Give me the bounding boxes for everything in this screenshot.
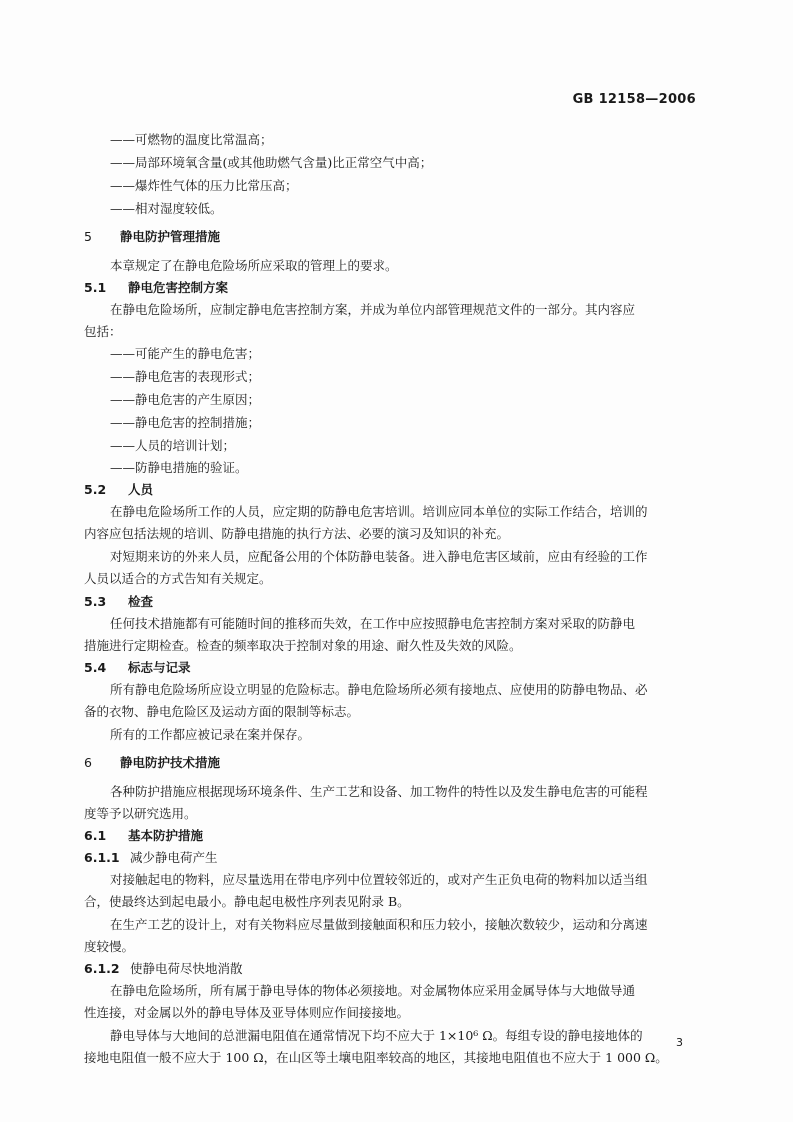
body-text-line: ——相对湿度较低。 bbox=[110, 201, 223, 216]
body-text-line: 所有的工作都应被记录在案并保存。 bbox=[110, 727, 311, 742]
body-text-line: ——爆炸性气体的压力比常压高； bbox=[110, 178, 298, 193]
section-heading bbox=[84, 660, 191, 676]
section-number: 6.1.2 bbox=[84, 961, 120, 976]
section-number: 5.3 bbox=[84, 594, 107, 609]
body-text-line: 合，使最终达到起电最小。静电起电极性序列表见附录 B。 bbox=[84, 894, 410, 909]
body-text-line: 度较慢。 bbox=[84, 939, 135, 954]
body-text-line: 本章规定了在静电危险场所应采取的管理上的要求。 bbox=[110, 258, 398, 273]
body-text-line: 在静电危险场所工作的人员，应定期的防静电危害培训。培训应同本单位的实际工作结合，培训的 bbox=[110, 504, 648, 519]
section-title: 静电防护管理措施 bbox=[120, 229, 221, 244]
section-heading bbox=[84, 755, 220, 771]
section-title: 静电防护技术措施 bbox=[120, 755, 221, 770]
body-text-line: ——人员的培训计划； bbox=[110, 438, 236, 453]
body-text-line: ——可能产生的静电危害； bbox=[110, 346, 261, 361]
section-number: 5.2 bbox=[84, 482, 107, 497]
body-text-line: 度等予以研究选用。 bbox=[84, 806, 197, 821]
body-text-line: 任何技术措施都有可能随时间的推移而失效，在工作中应按照静电危害控制方案对采取的防静电 bbox=[110, 616, 636, 631]
body-text-line: ——静电危害的产生原因； bbox=[110, 392, 261, 407]
section-title: 静电危害控制方案 bbox=[128, 280, 229, 295]
section-number: 6.1.1 bbox=[84, 850, 120, 865]
section-heading bbox=[84, 280, 228, 296]
section-title: 基本防护措施 bbox=[128, 828, 204, 843]
section-heading bbox=[84, 594, 153, 610]
body-text-line: 内容应包括法规的培训、防静电措施的执行方法、必要的演习及知识的补充。 bbox=[84, 526, 510, 541]
body-text-line: 措施进行定期检查。检查的频率取决于控制对象的用途、耐久性及失效的风险。 bbox=[84, 638, 522, 653]
section-heading bbox=[84, 229, 220, 245]
section-number: 5 bbox=[84, 229, 92, 244]
section-title: 标志与记录 bbox=[128, 660, 191, 675]
body-text-line: 对短期来访的外来人员，应配备公用的个体防静电装备。进入静电危害区域前，应由有经验的工作 bbox=[110, 549, 648, 564]
body-text-line: 接地电阻值一般不应大于 100 Ω，在山区等土壤电阻率较高的地区，其接地电阻值也不应大于 1 000 Ω。 bbox=[84, 1050, 668, 1065]
body-text-line: ——局部环境氧含量(或其他助燃气含量)比正常空气中高； bbox=[110, 155, 433, 170]
body-text-line: 对接触起电的物料，应尽量选用在带电序列中位置较邻近的，或对产生正负电荷的物料加以适当组 bbox=[110, 872, 648, 887]
section-number: 6.1 bbox=[84, 828, 107, 843]
body-text-line: ——可燃物的温度比常温高； bbox=[110, 132, 273, 147]
body-text-line: ——静电危害的控制措施； bbox=[110, 415, 261, 430]
standard-code-header: GB 12158—2006 bbox=[572, 92, 696, 107]
section-number: 6 bbox=[84, 755, 92, 770]
section-title: 减少静电荷产生 bbox=[130, 850, 218, 865]
body-text-line: ——静电危害的表现形式； bbox=[110, 369, 261, 384]
body-text-line: 在静电危险场所，应制定静电危害控制方案，并成为单位内部管理规范文件的一部分。其内容应 bbox=[110, 302, 636, 317]
section-title: 使静电荷尽快地消散 bbox=[130, 961, 243, 976]
section-number: 5.1 bbox=[84, 280, 107, 295]
section-heading bbox=[84, 961, 243, 977]
body-text-line: 在生产工艺的设计上，对有关物料应尽量做到接触面积和压力较小，接触次数较少，运动和分离速 bbox=[110, 917, 648, 932]
body-text-line: ——防静电措施的验证。 bbox=[110, 460, 248, 475]
body-text-line: 备的衣物、静电危险区及运动方面的限制等标志。 bbox=[84, 704, 360, 719]
body-text-line: 包括： bbox=[84, 324, 122, 339]
section-number: 5.4 bbox=[84, 660, 107, 675]
section-heading bbox=[84, 482, 153, 498]
body-text-line: 人员以适合的方式告知有关规定。 bbox=[84, 571, 272, 586]
section-title: 检查 bbox=[128, 594, 154, 609]
section-title: 人员 bbox=[128, 482, 154, 497]
body-text-line: 所有静电危险场所应设立明显的危险标志。静电危险场所必须有接地点、应使用的防静电物品、必 bbox=[110, 682, 648, 697]
section-heading bbox=[84, 850, 218, 866]
page-number: 3 bbox=[676, 1036, 683, 1049]
body-text-line: 性连接，对金属以外的静电导体及亚导体则应作间接接地。 bbox=[84, 1005, 410, 1020]
body-text-line: 静电导体与大地间的总泄漏电阻值在通常情况下均不应大于 1×10⁶ Ω。每组专设的静电接地体的 bbox=[110, 1028, 643, 1043]
body-text-line: 在静电危险场所，所有属于静电导体的物体必须接地。对金属物体应采用金属导体与大地做导通 bbox=[110, 983, 636, 998]
section-heading bbox=[84, 828, 203, 844]
body-text-line: 各种防护措施应根据现场环境条件、生产工艺和设备、加工物件的特性以及发生静电危害的可能程 bbox=[110, 784, 648, 799]
